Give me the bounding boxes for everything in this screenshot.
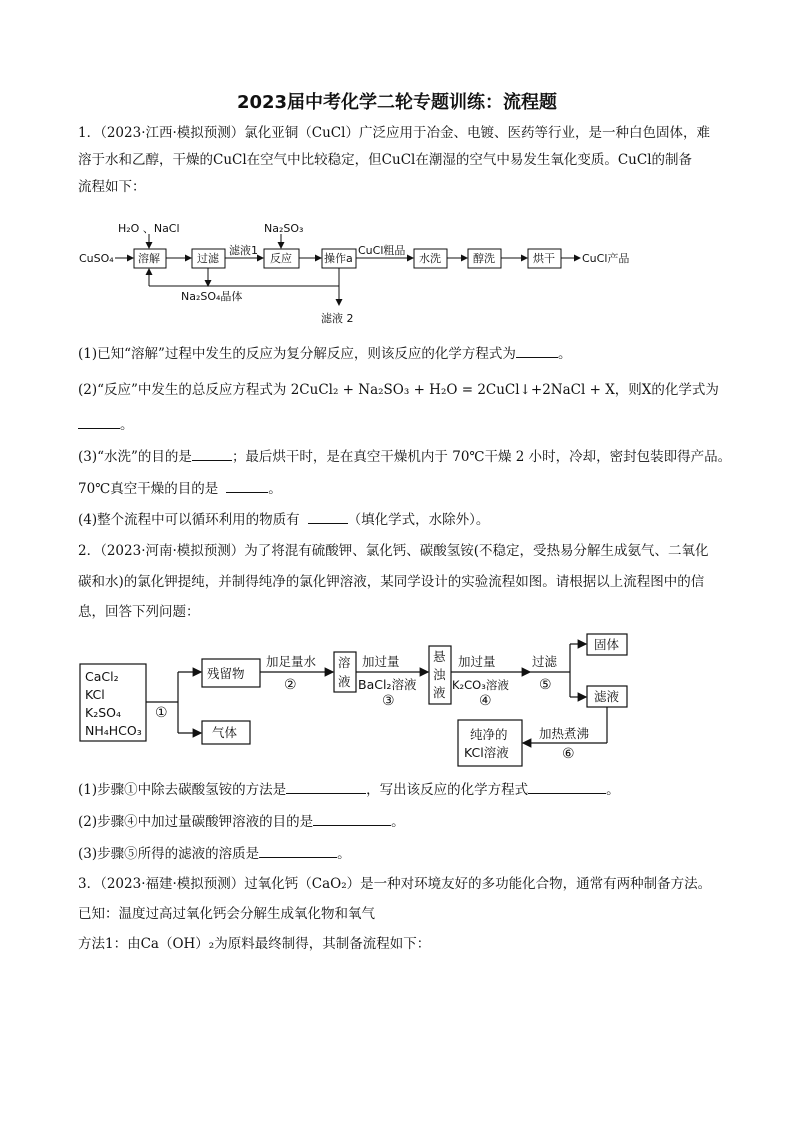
q2-suspension-char3: 液 [433, 685, 446, 700]
q2-step4: ④ [479, 693, 492, 709]
q1-sub3-text: (3)“水洗”的目的是 [78, 449, 192, 465]
q2-step5: ⑤ [539, 677, 552, 693]
q2-text-residue: 残留物 [207, 666, 245, 681]
q2-step1: ① [155, 705, 168, 721]
page-title: 2023届中考化学二轮专题训练：流程题 [236, 92, 558, 113]
q1-line1: 1．（2023·江西·模拟预测）氯化亚铜（CuCl）广泛应用于冶金、电镀、医药等行业，是一种白色固体，难 [78, 125, 710, 141]
q1-line3: 流程如下： [78, 179, 146, 195]
q2-sub1-end: 。 [606, 782, 620, 798]
q1-label-crude: CuCl粗品 [358, 244, 406, 257]
q1-label-inputs: H₂O 、NaCl [118, 222, 180, 235]
q3-line2: 已知：温度过高过氧化钙会分解生成氧化物和氧气 [78, 906, 375, 922]
q2-line1: 2．（2023·河南·模拟预测）为了将混有硫酸钾、氯化钙、碳酸氢铵(不稳定，受热易分解生成氨气、二氧化 [78, 543, 709, 559]
q1-line2: 溶于水和乙醇，干燥的CuCl在空气中比较稳定，但CuCl在潮湿的空气中易发生氧化变质。CuCl的制备 [78, 152, 693, 168]
q2-sub1 [78, 779, 620, 800]
q2-sub3 [78, 843, 351, 864]
q2-solution-char1: 溶 [338, 655, 351, 670]
q1-label-filtrate1: 滤液1 [229, 244, 258, 257]
q1-sub2-text: (2)“反应”中发生的总反应方程式为 2CuCl₂ + Na₂SO₃ + H₂O = 2CuCl↓+2NaCl + X，则X的化学式为 [78, 382, 719, 398]
q1-text-filter: 过滤 [197, 252, 219, 265]
q2-mix-nh4hco3: NH₄HCO₃ [85, 723, 142, 738]
q2-sub3-blank[interactable] [259, 843, 337, 858]
q2-step6: ⑥ [562, 746, 575, 762]
q1-label-filtrate2: 滤液 2 [321, 312, 354, 325]
q2-line2: 碳和水)的氯化钾提纯，并制得纯净的氯化钾溶液，某同学设计的实验流程如图。请根据以上流程图中的信 [78, 574, 705, 590]
q2-sub2-text: (2)步骤④中加过量碳酸钾溶液的目的是 [78, 814, 314, 830]
q1-sub1-end: 。 [557, 346, 572, 362]
q1-text-wash-water: 水洗 [419, 252, 441, 265]
q1-text-react: 反应 [270, 252, 292, 265]
q1-sub4-end: （填化学式，水除外）。 [347, 512, 490, 528]
q2-solution-char2: 液 [338, 674, 351, 689]
q1-label-cuso4: CuSO₄ [79, 252, 114, 265]
q2-sub1-text2: ，写出该反应的化学方程式 [366, 782, 529, 798]
q2-text-solid: 固体 [594, 637, 620, 652]
q2-text-filtrate: 滤液 [594, 689, 620, 704]
q1-sub2-end: 。 [120, 417, 134, 433]
q2-step3: ③ [382, 693, 395, 709]
q2-mix-cacl2: CaCl₂ [85, 669, 119, 684]
q2-label-heat: 加热煮沸 [539, 726, 590, 741]
q2-sub2-blank[interactable] [313, 811, 391, 826]
q2-step2: ② [284, 677, 297, 693]
q1-label-na2so3: Na₂SO₃ [264, 222, 304, 235]
q2-label-add-excess1: 加过量 [362, 654, 400, 669]
q2-mix-kcl: KCl [85, 687, 105, 702]
q2-pure-line1: 纯净的 [470, 727, 508, 742]
q2-sub2 [78, 811, 405, 832]
q1-label-product: CuCl产品 [582, 252, 630, 265]
q2-suspension-char1: 悬 [433, 649, 446, 664]
q2-sub3-text: (3)步骤⑤所得的滤液的溶质是 [78, 846, 260, 862]
q1-sub4-text: (4)整个流程中可以循环利用的物质有 [78, 512, 300, 528]
q2-sub2-end: 。 [391, 814, 405, 830]
q2-suspension-char2: 浊 [433, 667, 446, 682]
q1-text-op-a: 操作a [324, 252, 353, 265]
q2-sub1-blank2[interactable] [528, 779, 606, 794]
q3-line3: 方法1：由Ca（OH）₂为原料最终制得，其制备流程如下： [78, 936, 431, 952]
q2-label-add-excess2: 加过量 [458, 654, 496, 669]
q3-line1: 3．（2023·福建·模拟预测）过氧化钙（CaO₂）是一种对环境友好的多功能化合物，通常有两种制备方法。 [78, 876, 712, 892]
q1-label-na2so4: Na₂SO₄晶体 [181, 290, 243, 303]
q2-pure-line2: KCl溶液 [464, 745, 509, 760]
q2-label-bacl2: BaCl₂溶液 [358, 677, 417, 692]
q2-mix-k2so4: K₂SO₄ [85, 705, 121, 720]
q2-text-gas: 气体 [212, 725, 238, 740]
q2-sub1-text: (1)步骤①中除去碳酸氢铵的方法是 [78, 782, 287, 798]
q2-label-add-water: 加足量水 [266, 654, 317, 669]
q1-sub3-end: 。 [268, 481, 282, 497]
q2-label-filter: 过滤 [532, 654, 558, 669]
q1-sub3-text3: 70℃真空干燥的目的是 [78, 481, 219, 497]
q2-label-k2co3: K₂CO₃溶液 [452, 678, 509, 692]
q1-sub1-text: (1)已知“溶解”过程中发生的反应为复分解反应，则该反应的化学方程式为 [78, 346, 516, 362]
q1-sub3-text2: ；最后烘干时，是在真空干燥机内于 70℃干燥 2 小时，冷却，密封包装即得产品。 [231, 449, 732, 465]
q1-text-dissolve: 溶解 [138, 252, 160, 265]
q1-text-dry: 烘干 [533, 252, 555, 265]
q2-sub3-end: 。 [337, 846, 351, 862]
q2-line3: 息，回答下列问题： [78, 604, 200, 620]
q2-sub1-blank1[interactable] [286, 779, 366, 794]
q1-text-wash-alcohol: 醇洗 [473, 252, 495, 265]
